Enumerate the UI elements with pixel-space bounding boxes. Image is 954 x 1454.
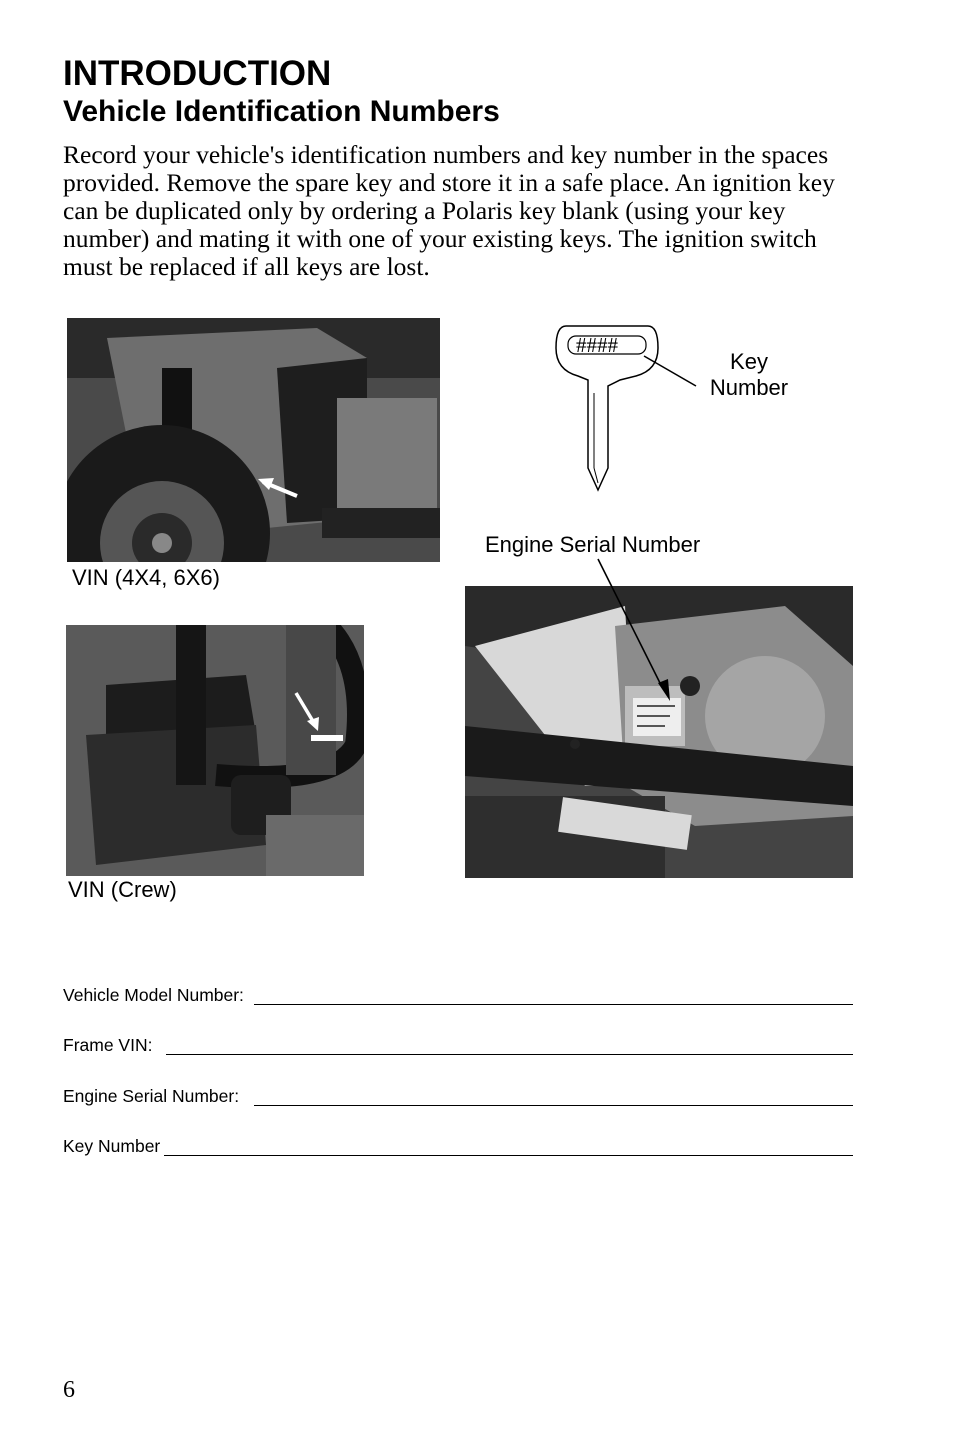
key-label-line2: Number: [709, 375, 789, 400]
engine-serial-number-line[interactable]: [254, 1087, 853, 1106]
vehicle-model-number-line[interactable]: [254, 986, 853, 1005]
engine-serial-number-field[interactable]: [63, 1086, 853, 1106]
page-number: 6: [63, 1377, 75, 1403]
frame-vin-field[interactable]: [63, 1035, 853, 1055]
engine-pointer: [590, 555, 680, 705]
key-number-label: [700, 349, 798, 401]
vehicle-model-number-field[interactable]: [63, 985, 853, 1005]
key-stamp: ####: [576, 333, 618, 357]
vin-crew-caption: VIN (Crew): [68, 877, 177, 902]
vin-crew-photo: [66, 625, 364, 876]
vin-4x4-caption: VIN (4X4, 6X6): [72, 565, 220, 590]
key-number-field[interactable]: [63, 1136, 853, 1156]
vin-4x4-photo: [67, 318, 440, 562]
engine-serial-number-label: Engine Serial Number:: [63, 1086, 240, 1106]
frame-vin-label: Frame VIN:: [63, 1035, 153, 1055]
key-number-line[interactable]: [164, 1137, 853, 1156]
key-label-line1: Key: [730, 349, 768, 374]
section-title: INTRODUCTION: [63, 54, 332, 93]
key-diagram: [548, 318, 808, 498]
vehicle-model-number-label: Vehicle Model Number:: [63, 985, 244, 1005]
engine-serial-caption: Engine Serial Number: [485, 532, 701, 557]
frame-vin-line[interactable]: [166, 1036, 853, 1055]
intro-paragraph: Record your vehicle's identification numbers and key number in the spaces provided. Remove the spare key and store it in a safe place. An ignition key can be duplicated only by ordering a Polaris key blank (using your key number) and mating it with one of your existing keys. The ignition switch must be replaced if all keys are lost.: [63, 140, 835, 281]
key-number-field-label: Key Number: [63, 1136, 161, 1156]
page-title: Vehicle Identification Numbers: [63, 95, 500, 128]
